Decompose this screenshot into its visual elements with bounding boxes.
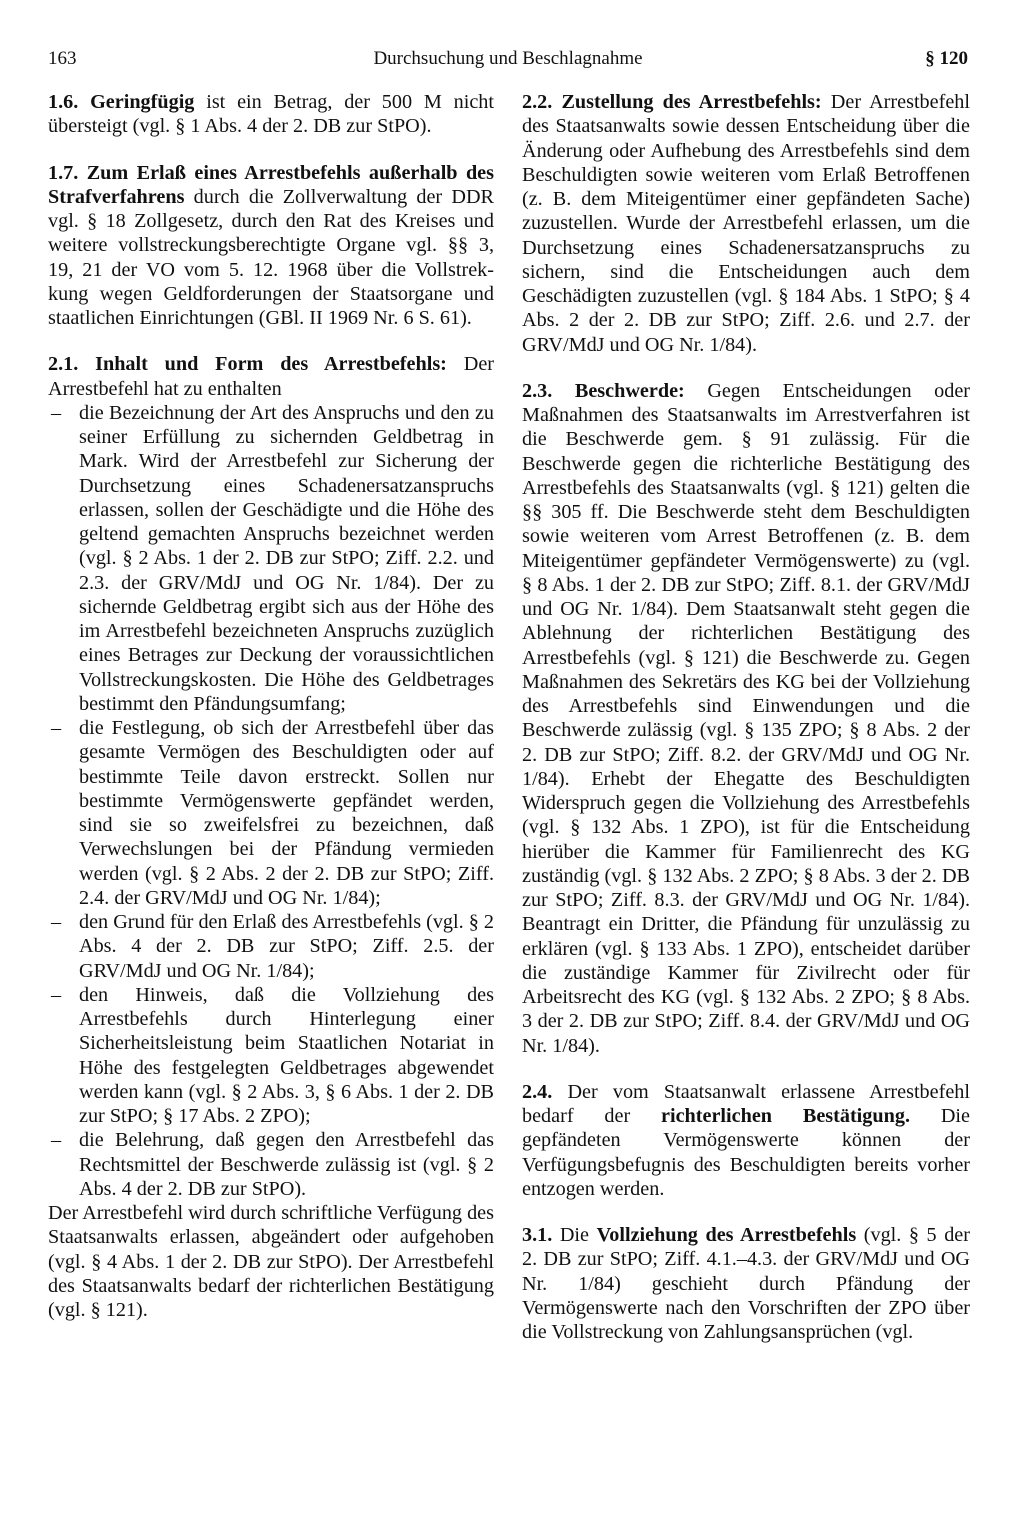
paragraph-text: Die gepfändeten Vermögenswerte können der Verfügungsbefugnis des Beschuldigten bereits vorher entzogen werden. — [522, 1105, 970, 1200]
page-number: 163 — [48, 48, 77, 69]
paragraph-closing: Der Arrestbefehl wird durch schriftliche Verfügung des Staatsanwalts erlassen, abgeändert oder aufgehoben (vgl. § 4 Abs. 1 der 2. DB zur StPO). Der Arrestbefehl des Staatsanwalts bedarf der richterlichen Bestätigung (vgl. § 121). — [48, 1202, 494, 1321]
paragraph-2-1 — [48, 352, 494, 401]
paragraph-2-4 — [522, 1080, 970, 1201]
section-number: § 120 — [925, 48, 968, 69]
paragraph-number: 2.4. — [522, 1080, 553, 1103]
running-title: Durchsuchung und Beschlagnahme — [373, 48, 643, 69]
paragraph-2-3 — [522, 379, 970, 1058]
paragraph-text: Der Arrestbefehl des Staatsanwalts sowie dessen Entscheidung über die Änderung oder Aufhebung des Arrestbefehls sind dem Beschuldigten sowie weiteren vom Erlaß Betroffenen (z. B. dem Miteigentümer einer gepfändeten Sache) zuzustellen. Wurde der Arrestbefehl erlassen, um die Durchsetzung eines Schadenersatzanspruchs zu sichern, sind die Entscheidungen auch dem Geschädigten zuzustellen (vgl. § 184 Abs. 1 StPO; § 4 Abs. 2 der 2. DB zur StPO; Ziff. 2.6. und 2.7. der GRV/MdJ und OG Nr. 1/84). — [522, 91, 970, 356]
paragraph-keyword: Vollziehung des Arrestbefehls — [596, 1224, 857, 1246]
paragraph-number: 2.1. — [48, 353, 79, 376]
paragraph-number: 2.2. — [522, 91, 553, 113]
paragraph-number: 3.1. — [522, 1224, 553, 1246]
paragraph-2-2 — [522, 90, 970, 357]
list-item: – den Hinweis, daß die Vollziehung des Arrestbefehls durch Hinterlegung einer Sicherheitsleistung beim Staatlichen Notariat in Höhe des festgelegten Geldbetrages abgewendet werden kann (vgl. § 2 Abs. 3, § 6 Abs. 1 der 2. DB zur StPO; § 17 Abs. 2 ZPO); — [48, 983, 494, 1129]
page-header — [48, 44, 968, 74]
paragraph-keyword: Beschwerde: — [574, 379, 685, 402]
paragraph-keyword: Inhalt und Form des Arrestbefehls: — [95, 353, 447, 376]
left-column — [48, 90, 494, 1344]
list-item: – die Festlegung, ob sich der Arrestbefehl über das gesamte Vermögen des Beschuldigten oder auf bestimmte Teile davon erstreckt. Sollen nur bestimmte Vermögenswerte gepfändet werden, sind sie so zweifelsfrei zu bezeichnen, daß Verwechslungen bei der Pfändung vermieden werden (vgl. § 2 Abs. 2 der 2. DB zur StPO; Ziff. 2.4. der GRV/MdJ und OG Nr. 1/84); — [48, 716, 494, 910]
list-item: – den Grund für den Erlaß des Arrestbefehls (vgl. § 2 Abs. 4 der 2. DB zur StPO; Ziff. 2.5. der GRV/MdJ und OG Nr. 1/84); — [48, 910, 494, 983]
paragraph-3-1 — [522, 1223, 970, 1344]
paragraph-text: Der Arrestbefehl hat zu enthalten — [48, 353, 495, 400]
list-item: – die Belehrung, daß gegen den Arrestbefehl das Rechtsmittel der Beschwerde zulässig ist (vgl. § 2 Abs. 4 der 2. DB zur StPO). — [48, 1128, 494, 1201]
requirements-list — [48, 401, 494, 1201]
paragraph-lead: Der vom Staatsanwalt erlassene Arrestbefehl bedarf der — [522, 1080, 970, 1127]
paragraph-keyword: Geringfügig — [90, 91, 195, 113]
paragraph-text: durch die Zollverwaltung der DDR vgl. § 18 Zollgesetz, durch den Rat des Kreises und weitere vollstreckungsberechtigte Organe vgl. §§ 3, 19, 21 der VO vom 5. 12. 1968 über die Vollstrek-kung wegen Geldforderungen der Staatsorgane und staatlichen Einrichtungen (GBl. II 1969 Nr. 6 S. 61). — [48, 185, 494, 329]
list-item: – die Bezeichnung der Art des Anspruchs und den zu seiner Erfüllung zu sichernden Geldbetrag in Mark. Wird der Arrestbefehl zur Sicherung der Durchsetzung eines Schadenersatzanspruchs erlassen, sollen der Geschädigte und die Höhe des geltend gemachten Anspruchs bezeichnet werden (vgl. § 2 Abs. 1 der 2. DB zur StPO; Ziff. 2.2. und 2.3. der GRV/MdJ und OG Nr. 1/84). Der zu sichernde Geldbetrag ergibt sich aus der Höhe des im Arrestbefehl bezeichneten Anspruchs zuzüglich eines Betrages zur Deckung der voraussichtlichen Vollstreckungskosten. Die Höhe des Geldbetrages bestimmt den Pfändungsumfang; — [48, 401, 494, 716]
paragraph-text: (vgl. § 5 der 2. DB zur StPO; Ziff. 4.1.–4.3. der GRV/MdJ und OG Nr. 1/84) geschieht durch Pfändung der Vermögenswerte nach den Vorschriften der ZPO über die Vollstreckung von Zahlungsansprüchen (vgl. — [522, 1224, 970, 1343]
paragraph-keyword: richterlichen Bestätigung. — [661, 1105, 910, 1127]
paragraph-keyword: Zustellung des Arrestbefehls: — [561, 91, 822, 113]
paragraph-number: 2.3. — [522, 379, 553, 402]
paragraph-1-6 — [48, 90, 494, 139]
right-column — [522, 90, 970, 1366]
paragraph-1-7 — [48, 161, 494, 331]
paragraph-text: Gegen Entscheidungen oder Maßnahmen des Staatsanwalts im Arrestverfahren ist die Beschwerde gem. § 91 zulässig. Für die Beschwerde gegen die richterliche Bestätigung des Arrestbefehls des Staatsanwalts (vgl. § 121) gelten die §§ 305 ff. Die Beschwerde steht dem Beschuldigten sowie weiteren vom Arrest Betroffenen (z. B. dem Miteigentümer gepfändeter Vermögenswerte) zu (vgl. § 8 Abs. 1 der 2. DB zur StPO; Ziff. 8.1. der GRV/MdJ und OG Nr. 1/84). Dem Staatsanwalt steht gegen die Ablehnung der richterlichen Bestätigung des Arrestbefehls (vgl. § 121) die Beschwerde zu. Gegen Maßnahmen des Sekretärs des KG bei der Vollziehung des Arrestbefehls sind Einwendungen und die Beschwerde zulässig (vgl. § 135 ZPO; § 8 Abs. 2 der 2. DB zur StPO; Ziff. 8.2. der GRV/MdJ und OG Nr. 1/84). Erhebt der Ehegatte des Beschuldigten Widerspruch gegen die Vollziehung des Arrestbefehls (vgl. § 132 Abs. 1 ZPO), ist für die Entscheidung hierüber die Kammer für Familienrecht des KG zuständig (vgl. § 132 Abs. 2 ZPO; § 8 Abs. 3 der 2. DB zur StPO; Ziff. 8.3. der GRV/MdJ und OG Nr. 1/84). Beantragt ein Dritter, die Pfändung für unzulässig zu erklären (vgl. § 133 Abs. 1 ZPO), entscheidet darüber die zuständige Kammer für Zivilrecht oder für Arbeitsrecht des KG (vgl. § 132 Abs. 2 ZPO; § 8 Abs. 3 der 2. DB zur StPO; Ziff. 8.4. der GRV/MdJ und OG Nr. 1/84). — [522, 379, 971, 1057]
paragraph-number: 1.6. — [48, 91, 79, 113]
paragraph-text: ist ein Betrag, der 500 M nicht übersteigt (vgl. § 1 Abs. 4 der 2. DB zur StPO). — [48, 91, 495, 138]
paragraph-keyword: Zum Erlaß eines Arrestbefehls außerhalb des Strafverfahrens — [48, 161, 494, 208]
paragraph-lead: Die — [552, 1224, 597, 1246]
paragraph-number: 1.7. — [48, 161, 79, 184]
